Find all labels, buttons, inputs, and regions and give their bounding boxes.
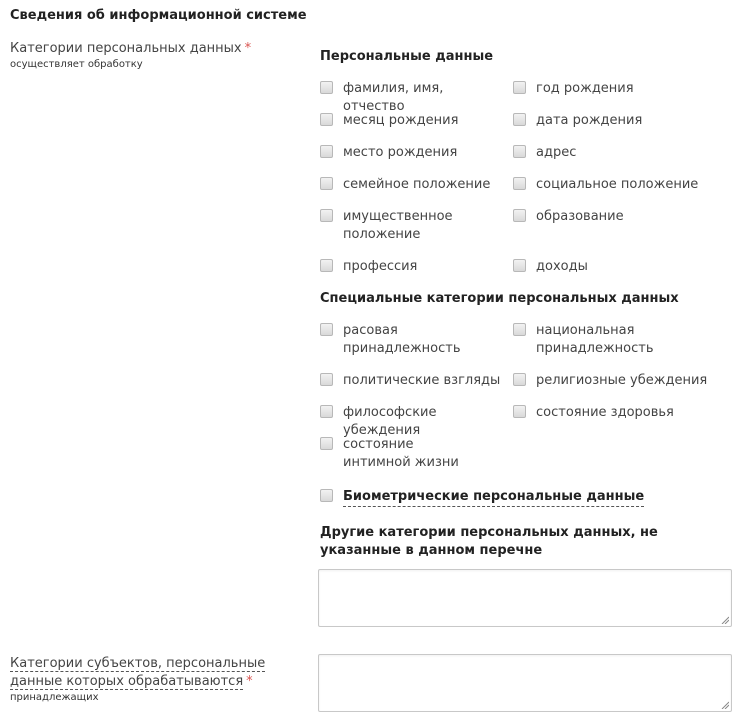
checkbox-birth-month[interactable]: месяц рождения [320, 112, 505, 130]
checkbox-social-status[interactable]: социальное положение [513, 176, 723, 194]
checkbox-political-views[interactable]: политические взгляды [320, 372, 505, 390]
checkbox-icon[interactable] [513, 177, 526, 190]
required-mark: * [246, 674, 253, 689]
checkbox-icon[interactable] [320, 81, 333, 94]
checkbox-icon[interactable] [320, 323, 333, 336]
checkbox-icon[interactable] [320, 373, 333, 386]
checkbox-icon[interactable] [513, 113, 526, 126]
section-title: Сведения об информационной системе [10, 8, 307, 23]
checkbox-health[interactable]: состояние здоровья [513, 404, 723, 422]
checkbox-icon[interactable] [513, 323, 526, 336]
checkbox-icon[interactable] [513, 209, 526, 222]
checkbox-marital-status[interactable]: семейное положение [320, 176, 505, 194]
personal-categories-hint: осуществляет обработку [10, 59, 143, 70]
checkbox-icon[interactable] [320, 489, 333, 502]
checkbox-icon[interactable] [513, 405, 526, 418]
checkbox-fio[interactable]: фамилия, имя, отчество [320, 80, 505, 116]
checkbox-address[interactable]: адрес [513, 144, 723, 162]
resize-handle-icon[interactable] [721, 701, 729, 709]
checkbox-icon[interactable] [320, 259, 333, 272]
other-categories-title: Другие категории персональных данных, не указанные в данном перечне [320, 525, 658, 558]
checkbox-birth-year[interactable]: год рождения [513, 80, 723, 98]
checkbox-education[interactable]: образование [513, 208, 723, 226]
required-mark: * [244, 41, 252, 56]
other-categories-textarea[interactable] [318, 569, 732, 627]
checkbox-icon[interactable] [513, 145, 526, 158]
special-categories-group-title: Специальные категории персональных данных [320, 291, 679, 306]
personal-data-group-title: Персональные данные [320, 49, 494, 64]
checkbox-profession[interactable]: профессия [320, 258, 505, 276]
subject-categories-label-text: Категории субъектов, персональные данные которых обрабатываются [10, 656, 266, 689]
subject-categories-label [10, 655, 310, 705]
checkbox-icon[interactable] [320, 177, 333, 190]
checkbox-icon[interactable] [320, 113, 333, 126]
checkbox-icon[interactable] [320, 437, 333, 450]
checkbox-religious-beliefs[interactable]: религиозные убеждения [513, 372, 723, 390]
checkbox-birth-place[interactable]: место рождения [320, 144, 505, 162]
checkbox-birth-date[interactable]: дата рождения [513, 112, 723, 130]
subject-categories-textarea[interactable] [318, 654, 732, 712]
checkbox-intimate-life[interactable]: состояние интимной жизни [320, 436, 480, 472]
checkbox-icon[interactable] [513, 81, 526, 94]
checkbox-nationality[interactable]: национальная принадлежность [513, 322, 653, 358]
checkbox-icon[interactable] [320, 145, 333, 158]
checkbox-icon[interactable] [320, 405, 333, 418]
checkbox-biometric[interactable]: Биометрические персональные данные [320, 488, 720, 507]
personal-categories-label [10, 40, 251, 72]
resize-handle-icon[interactable] [721, 616, 729, 624]
checkbox-philosophical-beliefs[interactable]: философские убеждения [320, 404, 510, 440]
checkbox-income[interactable]: доходы [513, 258, 723, 276]
checkbox-icon[interactable] [320, 209, 333, 222]
subject-categories-hint: принадлежащих [10, 692, 99, 703]
checkbox-icon[interactable] [513, 259, 526, 272]
checkbox-race[interactable]: расовая принадлежность [320, 322, 460, 358]
checkbox-property-status[interactable]: имущественное положение [320, 208, 460, 244]
personal-categories-label-text: Категории персональных данных [10, 41, 242, 56]
checkbox-icon[interactable] [513, 373, 526, 386]
